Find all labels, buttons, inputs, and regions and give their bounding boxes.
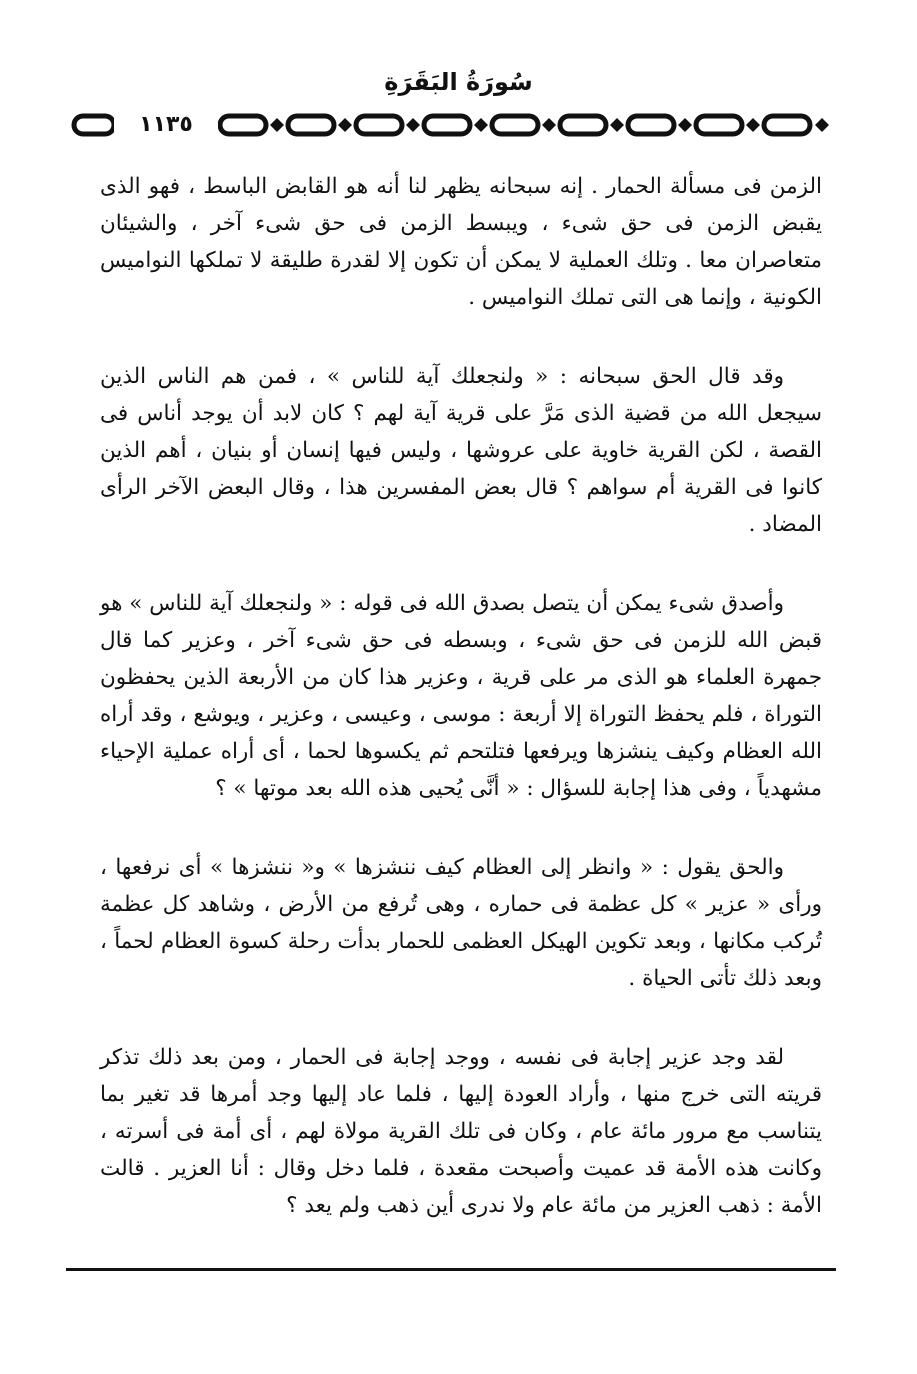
page-number: ١١٣٥ xyxy=(114,108,218,142)
header-ornament-band xyxy=(70,108,836,142)
surah-title: سُورَةُ البَقَرَةِ xyxy=(384,68,533,96)
paragraph: الزمن فى مسألة الحمار . إنه سبحانه يظهر لنا أنه هو القابض الباسط ، فهو الذى يقبض الزمن فى حق شىء ، ويبسط الزمن فى حق شىء آخر ، والشيئان متعاصران معا . وتلك العملية لا يمكن أن تكون إلا لقدرة طليقة لا تملكها النواميس الكونية ، وإنما هى التى تملك النواميس . xyxy=(100,174,822,310)
paragraph: وقد قال الحق سبحانه : « ولنجعلك آية للناس » ، فمن هم الناس الذين سيجعل الله من قضية الذى مَرَّ على قرية آية لهم ؟ كان لابد أن يوجد أناس فى القصة ، لكن القرية خاوية على عروشها ، وليس فيها إنسان أو بنيان ، أهم الذين كانوا فى القرية أم سواهم ؟ قال بعض المفسرين هذا ، وقال البعض الآخر الرأى المضاد . xyxy=(100,364,822,537)
paragraph: لقد وجد عزير إجابة فى نفسه ، ووجد إجابة فى الحمار ، ومن بعد ذلك تذكر قريته التى خرج منها ، وأراد العودة إليها ، فلما عاد إليها وجد أمرها قد تغير بما يتناسب مع مرور مائة عام ، وكان فى تلك القرية مولاة لهم ، أى أمة فى أسرته ، وكانت هذه الأمة قد عميت وأصبحت مقعدة ، فلما دخل وقال : أنا العزير . قالت الأمة : ذهب العزير من مائة عام ولا ندرى أين ذهب ولم يعد ؟ xyxy=(100,1045,822,1218)
footer-divider xyxy=(66,1268,836,1271)
paragraph: وأصدق شىء يمكن أن يتصل بصدق الله فى قوله : « ولنجعلك آية للناس » هو قبض الله للزمن فى حق شىء ، وبسطه فى حق شىء آخر ، وعزير كما قال جمهرة العلماء هو الذى مر على قرية ، وعزير هذا كان من الأربعة الذين يحفظون التوراة ، فلم يحفظ التوراة إلا أربعة : موسى ، وعيسى ، وعزير ، ويوشع ، وقد أراه الله العظام وكيف ينشزها ويرفعها فتلتحم ثم يكسوها لحما ، أى أراه عملية الإحياء مشهدياً ، وفى هذا إجابة للسؤال : « أنَّى يُحيى هذه الله بعد موتها » ؟ xyxy=(100,591,822,801)
paragraph: والحق يقول : « وانظر إلى العظام كيف ننشزها » و« ننشزها » أى نرفعها ، ورأى « عزير » كل عظمة فى حماره ، وهى تُرفع من الأرض ، وشاهد كل عظمة تُركب مكانها ، وبعد تكوين الهيكل العظمى للحمار بدأت رحلة كسوة العظام لحماً ، وبعد ذلك تأتى الحياة . xyxy=(100,855,822,991)
body-text xyxy=(100,168,822,1266)
